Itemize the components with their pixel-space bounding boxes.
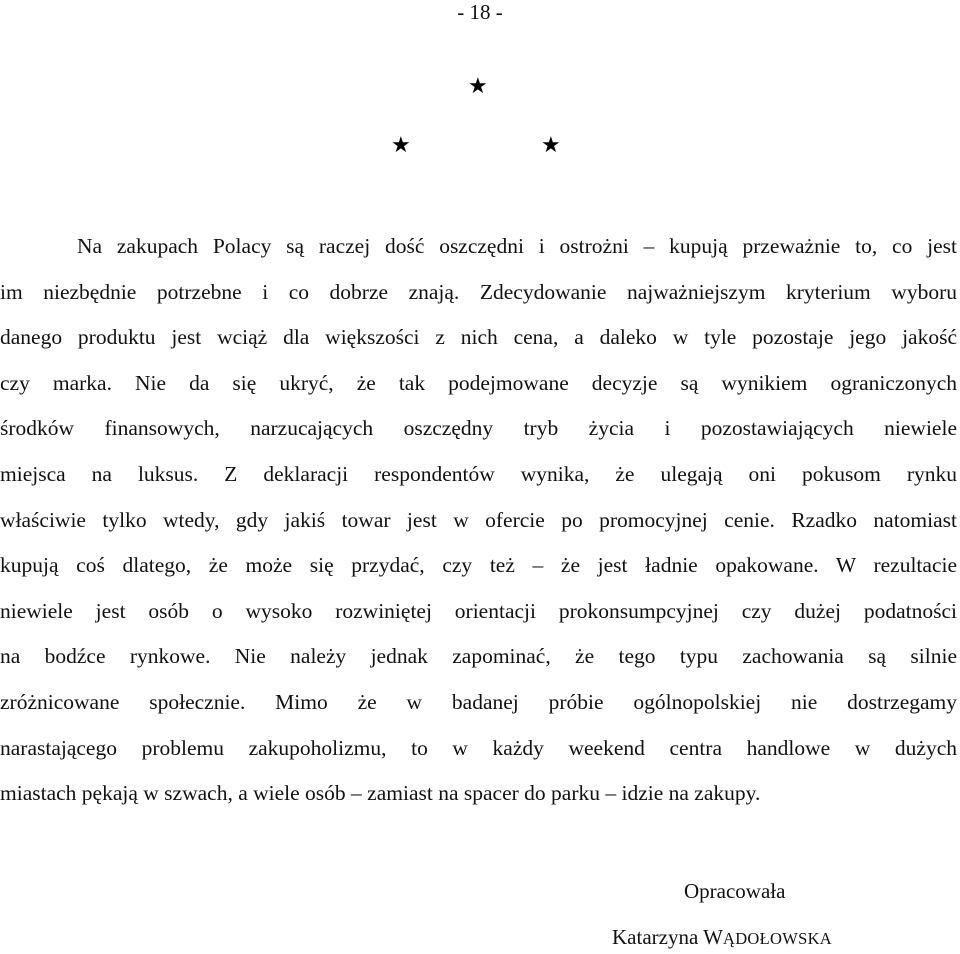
star-icon: ★ <box>391 133 411 158</box>
signature-role: Opracowała <box>684 879 786 903</box>
paragraph-line: czy marka. Nie da się ukryć, że tak podejmowane decyzje są wynikiem ograniczonych <box>0 370 957 395</box>
paragraph-line: miejsca na luksus. Z deklaracji respondentów wynika, że ulegają oni pokusom rynku <box>0 461 957 486</box>
paragraph-line: właściwie tylko wtedy, gdy jakiś towar jest w ofercie po promocyjnej cenie. Rzadko natomiast <box>0 507 957 532</box>
paragraph-line: narastającego problemu zakupoholizmu, to w każdy weekend centra handlowe w dużych <box>0 735 957 760</box>
star-icon: ★ <box>468 74 488 99</box>
author-surname-initial: W <box>703 925 723 949</box>
author-name <box>612 922 952 954</box>
paragraph-line: na bodźce rynkowe. Nie należy jednak zapominać, że tego typu zachowania są silnie <box>0 644 957 669</box>
paragraph-line: niewiele jest osób o wysoko rozwiniętej orientacji prokonsumpcyjnej czy dużej podatności <box>0 598 957 623</box>
paragraph-line: zróżnicowane społecznie. Mimo że w badanej próbie ogólnopolskiej nie dostrzegamy <box>0 689 957 714</box>
page-number: - 18 - <box>457 0 503 24</box>
paragraph-line: danego produktu jest wciąż dla większości z nich cena, a daleko w tyle pozostaje jego jakość <box>0 325 957 350</box>
body-paragraph <box>0 224 957 817</box>
paragraph-line: środków finansowych, narzucających oszczędny tryb życia i pozostawiających niewiele <box>0 416 957 441</box>
author-first-name: Katarzyna <box>612 925 699 949</box>
paragraph-line: Na zakupach Polacy są raczej dość oszczędni i ostrożni – kupują przeważnie to, co jest <box>77 234 957 258</box>
paragraph-line: im niezbędnie potrzebne i co dobrze znają. Zdecydowanie najważniejszym kryterium wyboru <box>0 279 957 304</box>
paragraph-line: miastach pękają w szwach, a wiele osób – zamiast na spacer do parku – idzie na zakupy. <box>0 781 761 806</box>
paragraph-line: kupują coś dlatego, że może się przydać, czy też – że jest ładnie opakowane. W rezultacie <box>0 553 957 578</box>
star-icon: ★ <box>541 133 561 158</box>
author-surname-rest: ĄDOŁOWSKA <box>722 929 833 948</box>
